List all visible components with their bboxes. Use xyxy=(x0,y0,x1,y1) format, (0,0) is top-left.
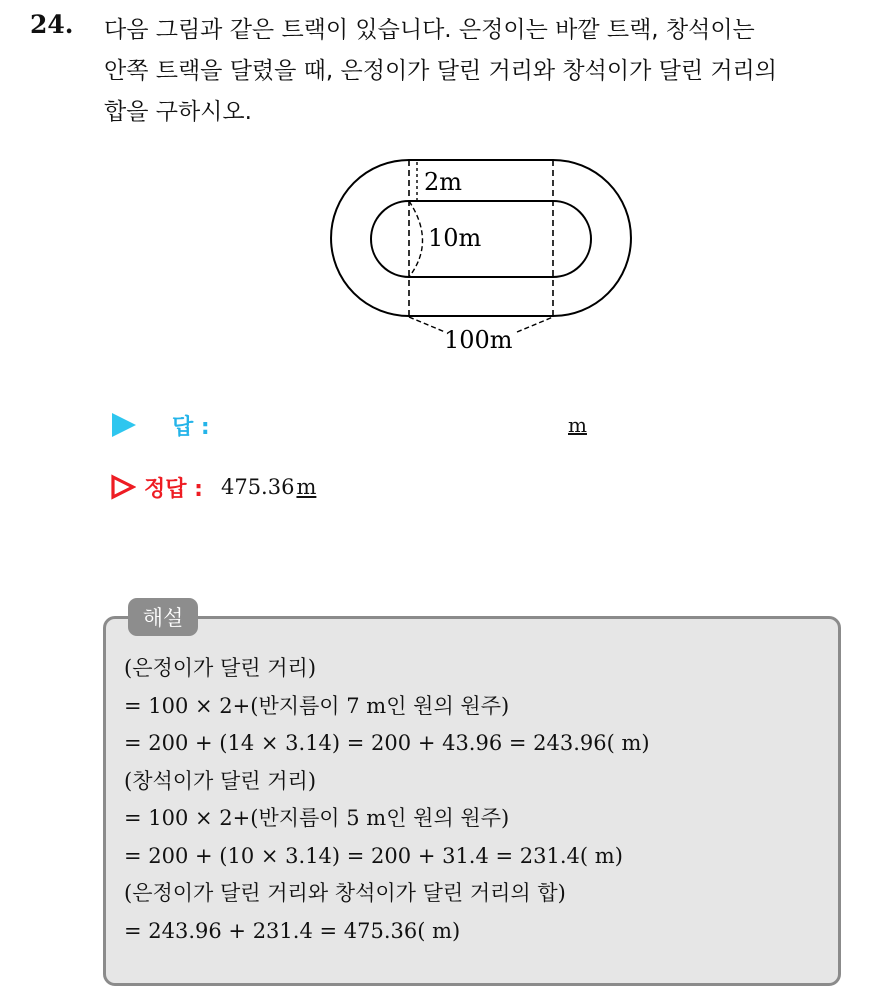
solution-line: = 100 × 2+(반지름이 5 m인 원의 원주) xyxy=(124,806,510,830)
track-diagram xyxy=(320,150,640,360)
solution-line: (은정이가 달린 거리와 창석이가 달린 거리의 합) xyxy=(124,881,566,905)
answer-unit: m xyxy=(568,413,587,437)
solution-line: (창석이가 달린 거리) xyxy=(124,768,317,793)
correct-answer-label: 정답 : xyxy=(144,476,203,502)
correct-value-number: 475.36 xyxy=(220,475,295,499)
question-line: 다음 그림과 같은 트랙이 있습니다. 은정이는 바깥 트랙, 창석이는 xyxy=(104,17,755,43)
solution-line: (은정이가 달린 거리) xyxy=(124,656,317,680)
gap-label: 2m xyxy=(424,168,463,196)
radius-dashed-arc xyxy=(409,201,423,277)
correct-answer-row xyxy=(110,472,316,502)
triangle-outline-icon xyxy=(110,474,136,500)
radius-label: 10m xyxy=(428,224,482,252)
question-number: 24. xyxy=(30,10,74,39)
solution-line: = 200 + (14 × 3.14) = 200 + 43.96 = 243.96( m) xyxy=(124,731,650,755)
question-line: 안쪽 트랙을 달렸을 때, 은정이가 달린 거리와 창석이가 달린 거리의 xyxy=(104,58,777,84)
solution-line: = 200 + (10 × 3.14) = 200 + 31.4 = 231.4( m) xyxy=(124,843,623,868)
question-line: 합을 구하시오. xyxy=(104,99,252,125)
solution-title: 해설 xyxy=(128,598,198,636)
correct-value-unit: m xyxy=(296,475,317,499)
play-arrow-icon xyxy=(112,413,136,437)
question-text xyxy=(104,10,874,133)
answer-label: 답 : xyxy=(172,414,210,440)
solution-line: = 243.96 + 231.4 = 475.36( m) xyxy=(124,918,461,943)
straight-label: 100m xyxy=(444,326,513,354)
solution-lines xyxy=(124,650,650,950)
answer-row xyxy=(112,410,612,440)
correct-answer-value xyxy=(221,475,316,499)
solution-line: = 100 × 2+(반지름이 7 m인 원의 원주) xyxy=(124,693,510,718)
